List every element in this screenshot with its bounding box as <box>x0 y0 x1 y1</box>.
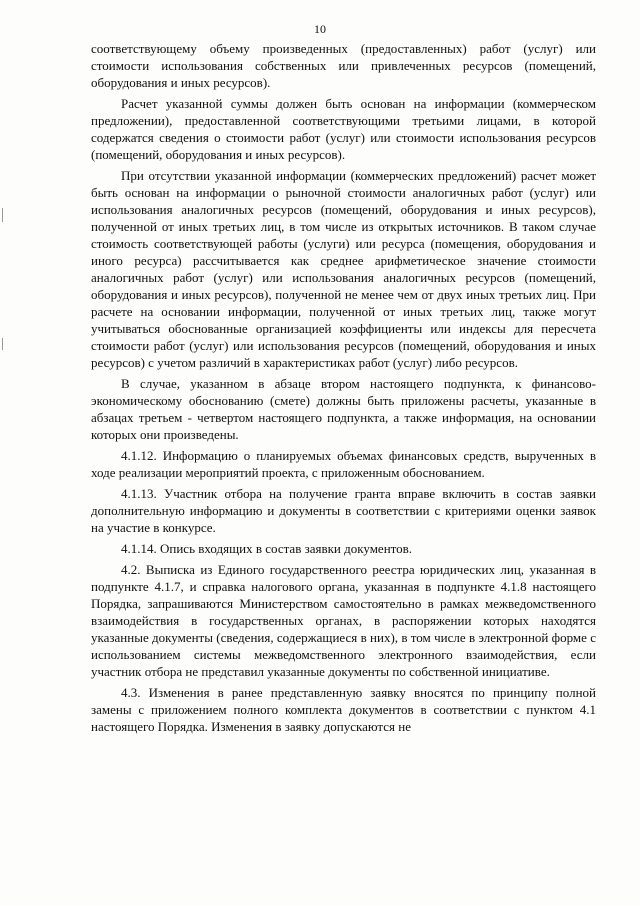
document-body <box>91 40 596 739</box>
paragraph-4-2: 4.2. Выписка из Единого государственного реестра юридических лиц, указанная в подпункте 4.1.7, и справка налогового органа, указанная в подпункте 4.1.8 настоящего Порядка, запрашиваются Министерством самостоятельно в рамках межведомственного взаимодействия в государственных органах, в распоряжении которых находятся указанные документы (сведения, содержащиеся в них), в том числе в электронной форме с использованием системы межведомственного электронного взаимодействия, если участник отбора не представил указанные документы по собственной инициативе. <box>91 562 596 679</box>
paragraph: В случае, указанном в абзаце втором настоящего подпункта, к финансово-экономическому обоснованию (смете) должны быть приложены расчеты, указанные в абзацах третьем - четвертом настоящего подпункта, а также информация, на основании которых они произведены. <box>91 376 596 442</box>
paragraph: Расчет указанной суммы должен быть основан на информации (коммерческом предложении), предоставленной соответствующими третьими лицами, в которой содержатся сведения о стоимости работ (услуг) или стоимости использования ресурсов (помещений, оборудования и иных ресурсов). <box>91 96 596 162</box>
paragraph-4-1-14: 4.1.14. Опись входящих в состав заявки документов. <box>121 541 413 556</box>
paragraph-4-3: 4.3. Изменения в ранее представленную заявку вносятся по принципу полной замены с приложением полного комплекта документов в соответствии с пунктом 4.1 настоящего Порядка. Изменения в заявку допускаются не <box>91 685 596 734</box>
paragraph-4-1-12: 4.1.12. Информацию о планируемых объемах финансовых средств, вырученных в ходе реализации мероприятий проекта, с приложенным обоснованием. <box>91 448 596 480</box>
page-number: 10 <box>314 22 326 36</box>
paragraph-4-1-13: 4.1.13. Участник отбора на получение гранта вправе включить в состав заявки дополнительную информацию и документы в соответствии с критериями оценки заявок на участие в конкурсе. <box>91 486 596 535</box>
paragraph: При отсутствии указанной информации (коммерческих предложений) расчет может быть основан на информации о рыночной стоимости аналогичных работ (услуг) или использования аналогичных ресурсов (помещений, оборудования и иных ресурсов), полученной от иных третьих лиц, в том числе из открытых источников. В таком случае стоимость соответствующей работы (услуги) или ресурса (помещения, оборудования и иного ресурса) рассчитывается как среднее арифметическое значение стоимости аналогичных работ (услуг) или использования аналогичных ресурсов (помещений, оборудования и иных ресурсов), полученной не менее чем от двух иных третьих лиц. При расчете на основании информации, полученной от иных третьих лиц, также могут учитываться обоснованные организацией коэффициенты или индексы для пересчета стоимости работ (услуг) или использования ресурсов (помещений, оборудования и иных ресурсов) с учетом различий в характеристиках работ (услуг) либо ресурсов. <box>91 168 596 370</box>
scan-margin-mark <box>2 208 3 222</box>
paragraph: соответствующему объему произведенных (предоставленных) работ (услуг) или стоимости использования собственных или привлеченных ресурсов (помещений, оборудования и иных ресурсов). <box>91 41 596 90</box>
scan-margin-mark <box>2 338 3 350</box>
